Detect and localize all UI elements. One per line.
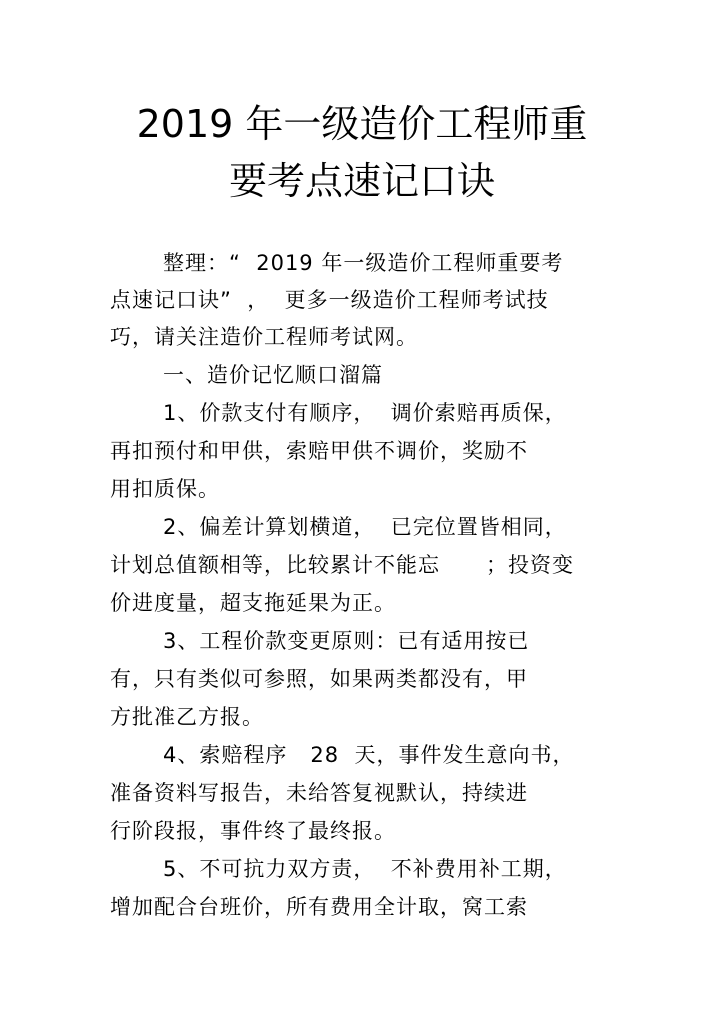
section-heading: 一、造价记忆顺口溜篇 xyxy=(163,363,383,387)
intro-line-2: 点速记口诀” ， 更多一级造价工程师考试技 xyxy=(110,288,549,312)
item-2-line-3: 价进度量，超支拖延果为正。 xyxy=(110,591,396,615)
item-1-line-3: 用扣质保。 xyxy=(110,477,220,501)
item-4-line-1: 4、索赔程序 28 天，事件发生意向书， xyxy=(163,743,575,767)
item-2-line-1: 2、偏差计算划横道， 已完位置皆相同， xyxy=(163,515,567,539)
page-title-line-1: 2019 年一级造价工程师重 xyxy=(136,102,588,146)
intro-line-3: 巧，请关注造价工程师考试网。 xyxy=(110,325,418,349)
item-3-line-3: 方批准乙方报。 xyxy=(110,705,264,729)
item-4-line-2: 准备资料写报告，未给答复视默认，持续进 xyxy=(110,781,528,805)
item-4-line-3: 行阶段报，事件终了最终报。 xyxy=(110,819,396,843)
item-5-line-1: 5、不可抗力双方责， 不补费用补工期， xyxy=(163,857,567,881)
intro-line-1: 整理：“ 2019 年一级造价工程师重要考 xyxy=(163,251,564,275)
item-3-line-2: 有，只有类似可参照，如果两类都没有，甲 xyxy=(110,667,528,691)
item-2-line-2: 计划总值额相等，比较累计不能忘 ；投资变 xyxy=(110,553,575,577)
item-1-line-2: 再扣预付和甲供，索赔甲供不调价，奖励不 xyxy=(110,439,528,463)
item-5-line-2: 增加配合台班价，所有费用全计取，窝工索 xyxy=(110,895,528,919)
page-title-line-2: 要考点速记口诀 xyxy=(228,159,495,203)
item-3-line-1: 3、工程价款变更原则：已有适用按已 xyxy=(163,629,530,653)
item-1-line-1: 1、价款支付有顺序， 调价索赔再质保， xyxy=(163,401,567,425)
